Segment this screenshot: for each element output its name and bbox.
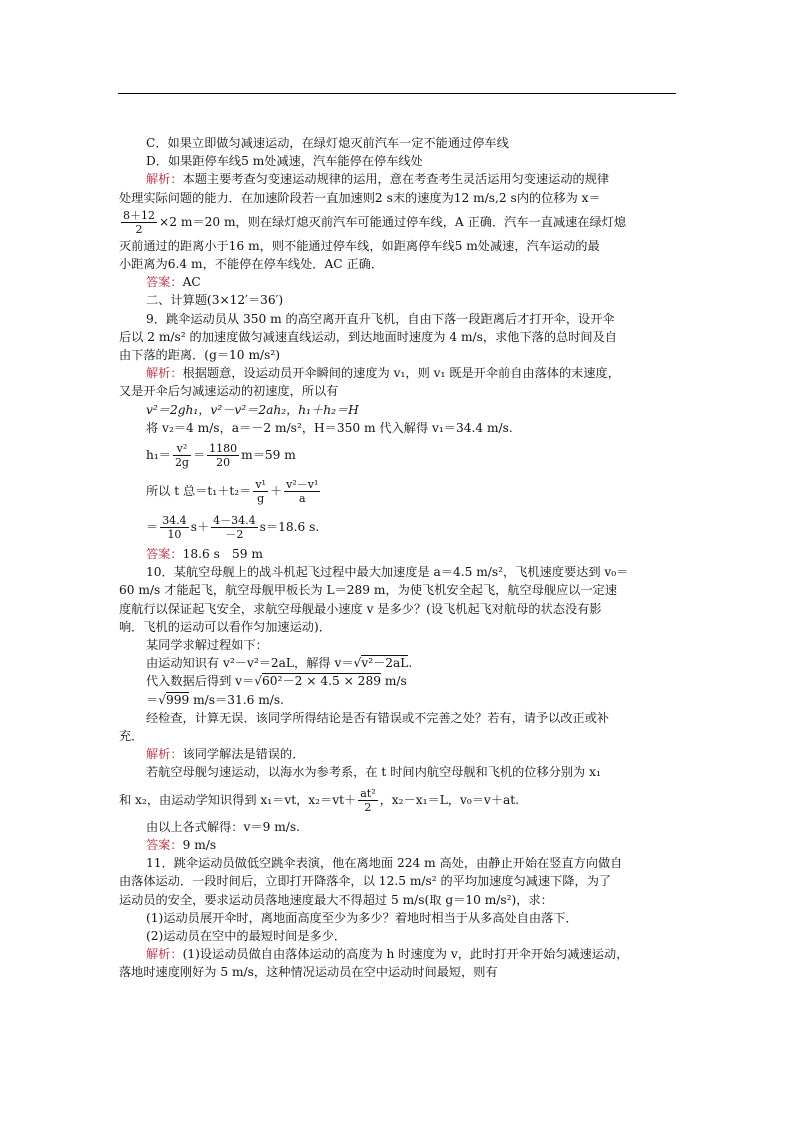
analysis-label: 解析： (146, 172, 183, 187)
analysis-line: 处理实际问题的能力．在加速阶段若一直加速则2 s末的速度为12 m/s,2 s内的位移为 x＝ (119, 190, 601, 205)
analysis-line: 小距离为6.4 m，不能停在停车线处．AC 正确． (119, 257, 384, 272)
question-9: 由下落的距离．(g＝10 m/s²) (119, 348, 280, 363)
question-10: ＝√999 m/s＝31.6 m/s. (146, 692, 285, 707)
answer-9: 答案：18.6 s 59 m (146, 547, 263, 562)
fraction: $\frac{8+12}{2}$ (123, 208, 155, 236)
analysis-10: 若航空母舰匀速运动，以海水为参考系，在 t 时间内航空母舰和飞机的位移分别为 x₁ (146, 765, 601, 780)
option-d: D．如果距停车线5 m处减速，汽车能停在停车线处 (146, 154, 423, 169)
question-10: 经检查，计算无误．该同学所得结论是否有错误或不完善之处？若有，请予以改正或补 (146, 710, 610, 725)
analysis-11: 解析：(1)设运动员做自由落体运动的高度为 h 时速度为 v，此时打开伞开始匀减速运动， (146, 947, 629, 962)
analysis-line: 灭前通过的距离小于16 m，则不能通过停车线，如距离停车线5 m处减速，汽车运动的最 (119, 238, 600, 253)
formula-t: 所以 t 总＝t₁＋t₂＝ $\frac{\text{v¹}}{g}$ ＋ $\frac{\text{v²－v¹}}{a}$ (146, 478, 319, 506)
question-10: 某同学求解过程如下： (146, 638, 268, 653)
question-9: 后以 2 m/s² 的加速度做匀减速直线运动，到达地面时速度为 4 m/s，求他下落的总时间及自 (119, 329, 617, 344)
analysis-10: 和 x₂，由运动学知识得到 x₁＝vt，x₂＝vt＋ $\frac{\text{at²}}{2}$ ，x₂－x₁＝L，v₀＝v＋at. (119, 786, 520, 814)
formula: v²＝2gh₁，v²－v²＝2ah₂，h₁＋h₂＝H (146, 402, 359, 417)
question-10: 响．飞机的运动可以看作匀加速运动)． (119, 619, 331, 634)
question-9: 9．跳伞运动员从 350 m 的高空离开直升飞机，自由下落一段距离后才打开伞，设开伞 (146, 311, 615, 326)
question-11: 运动员的安全，要求运动员落地速度最大不得超过 5 m/s(取 g＝10 m/s²)，求： (119, 892, 553, 907)
analysis-line-fraction: $\frac{8+12}{2}$ ×2 m＝20 m，则在绿灯熄灭前汽车可能通过停车线，A 正确．汽车一直减速在绿灯熄 (123, 208, 627, 236)
question-11: 11．跳伞运动员做低空跳伞表演，他在离地面 224 m 高处，由静止开始在竖直方向做自 (146, 856, 623, 871)
analysis-10: 由以上各式解得：v＝9 m/s. (146, 819, 300, 834)
answer-line: 答案：AC (146, 275, 201, 290)
analysis-11: 落地时速度刚好为 5 m/s，这种情况运动员在空中运动时间最短，则有 (119, 965, 498, 980)
analysis-9: 解析：根据题意，设运动员开伞瞬间的速度为 v₁，则 v₁ 既是开伞前自由落体的末速度， (146, 366, 620, 381)
section-heading: 二、计算题(3×12′＝36′) (146, 293, 284, 308)
header-rule (118, 93, 676, 94)
formula: 将 v₂＝4 m/s，a＝－2 m/s²，H＝350 m 代入解得 v₁＝34.4 m/s. (146, 420, 513, 435)
question-10: 代入数据后得到 v＝√60²－2 × 4.5 × 289 m/s (146, 674, 407, 689)
analysis-text: 本题主要考查匀变速运动规律的运用，意在考查考生灵活运用匀变速运动的规律 (182, 172, 610, 187)
question-11: 由落体运动．一段时间后，立即打开降落伞，以 12.5 m/s² 的平均加速度匀减速下降，为了 (119, 874, 612, 889)
question-10: 10．某航空母舰上的战斗机起飞过程中最大加速度是 a＝4.5 m/s²，飞机速度要达到 v₀＝ (146, 565, 629, 580)
answer-10: 答案：9 m/s (146, 837, 217, 852)
question-10: 度航行以保证起飞安全，求航空母舰最小速度 v 是多少？(设飞机起飞对航母的状态没有影 (119, 601, 602, 616)
formula-result: ＝ $\frac{34.4}{10}$ s＋ $\frac{4-34.4}{-2}$ s＝18.6 s. (146, 514, 320, 542)
formula-h1: h₁＝ $\frac{\text{v²}}{2g}$ ＝ $\frac{1180}{20}$ m＝59 m (146, 442, 296, 470)
document-body (119, 134, 675, 982)
analysis-9: 又是开伞后匀减速运动的初速度，所以有 (119, 384, 339, 399)
question-10: 60 m/s 才能起飞，航空母舰甲板长为 L＝289 m，为使飞机安全起飞，航空母舰应以一定速 (119, 583, 618, 598)
question-10: 充． (119, 729, 144, 744)
analysis-10: 解析：该同学解法是错误的． (146, 747, 305, 762)
question-10: 由运动知识有 v²－v²＝2aL，解得 v＝√v²－2aL. (146, 656, 413, 671)
option-c: C．如果立即做匀减速运动，在绿灯熄灭前汽车一定不能通过停车线 (146, 136, 509, 150)
answer-label: 答案： (146, 275, 183, 290)
question-11: (1)运动员展开伞时，离地面高度至少为多少？着地时相当于从多高处自由落下． (146, 910, 578, 925)
question-11: (2)运动员在空中的最短时间是多少． (146, 928, 347, 943)
analysis-line (119, 170, 675, 188)
